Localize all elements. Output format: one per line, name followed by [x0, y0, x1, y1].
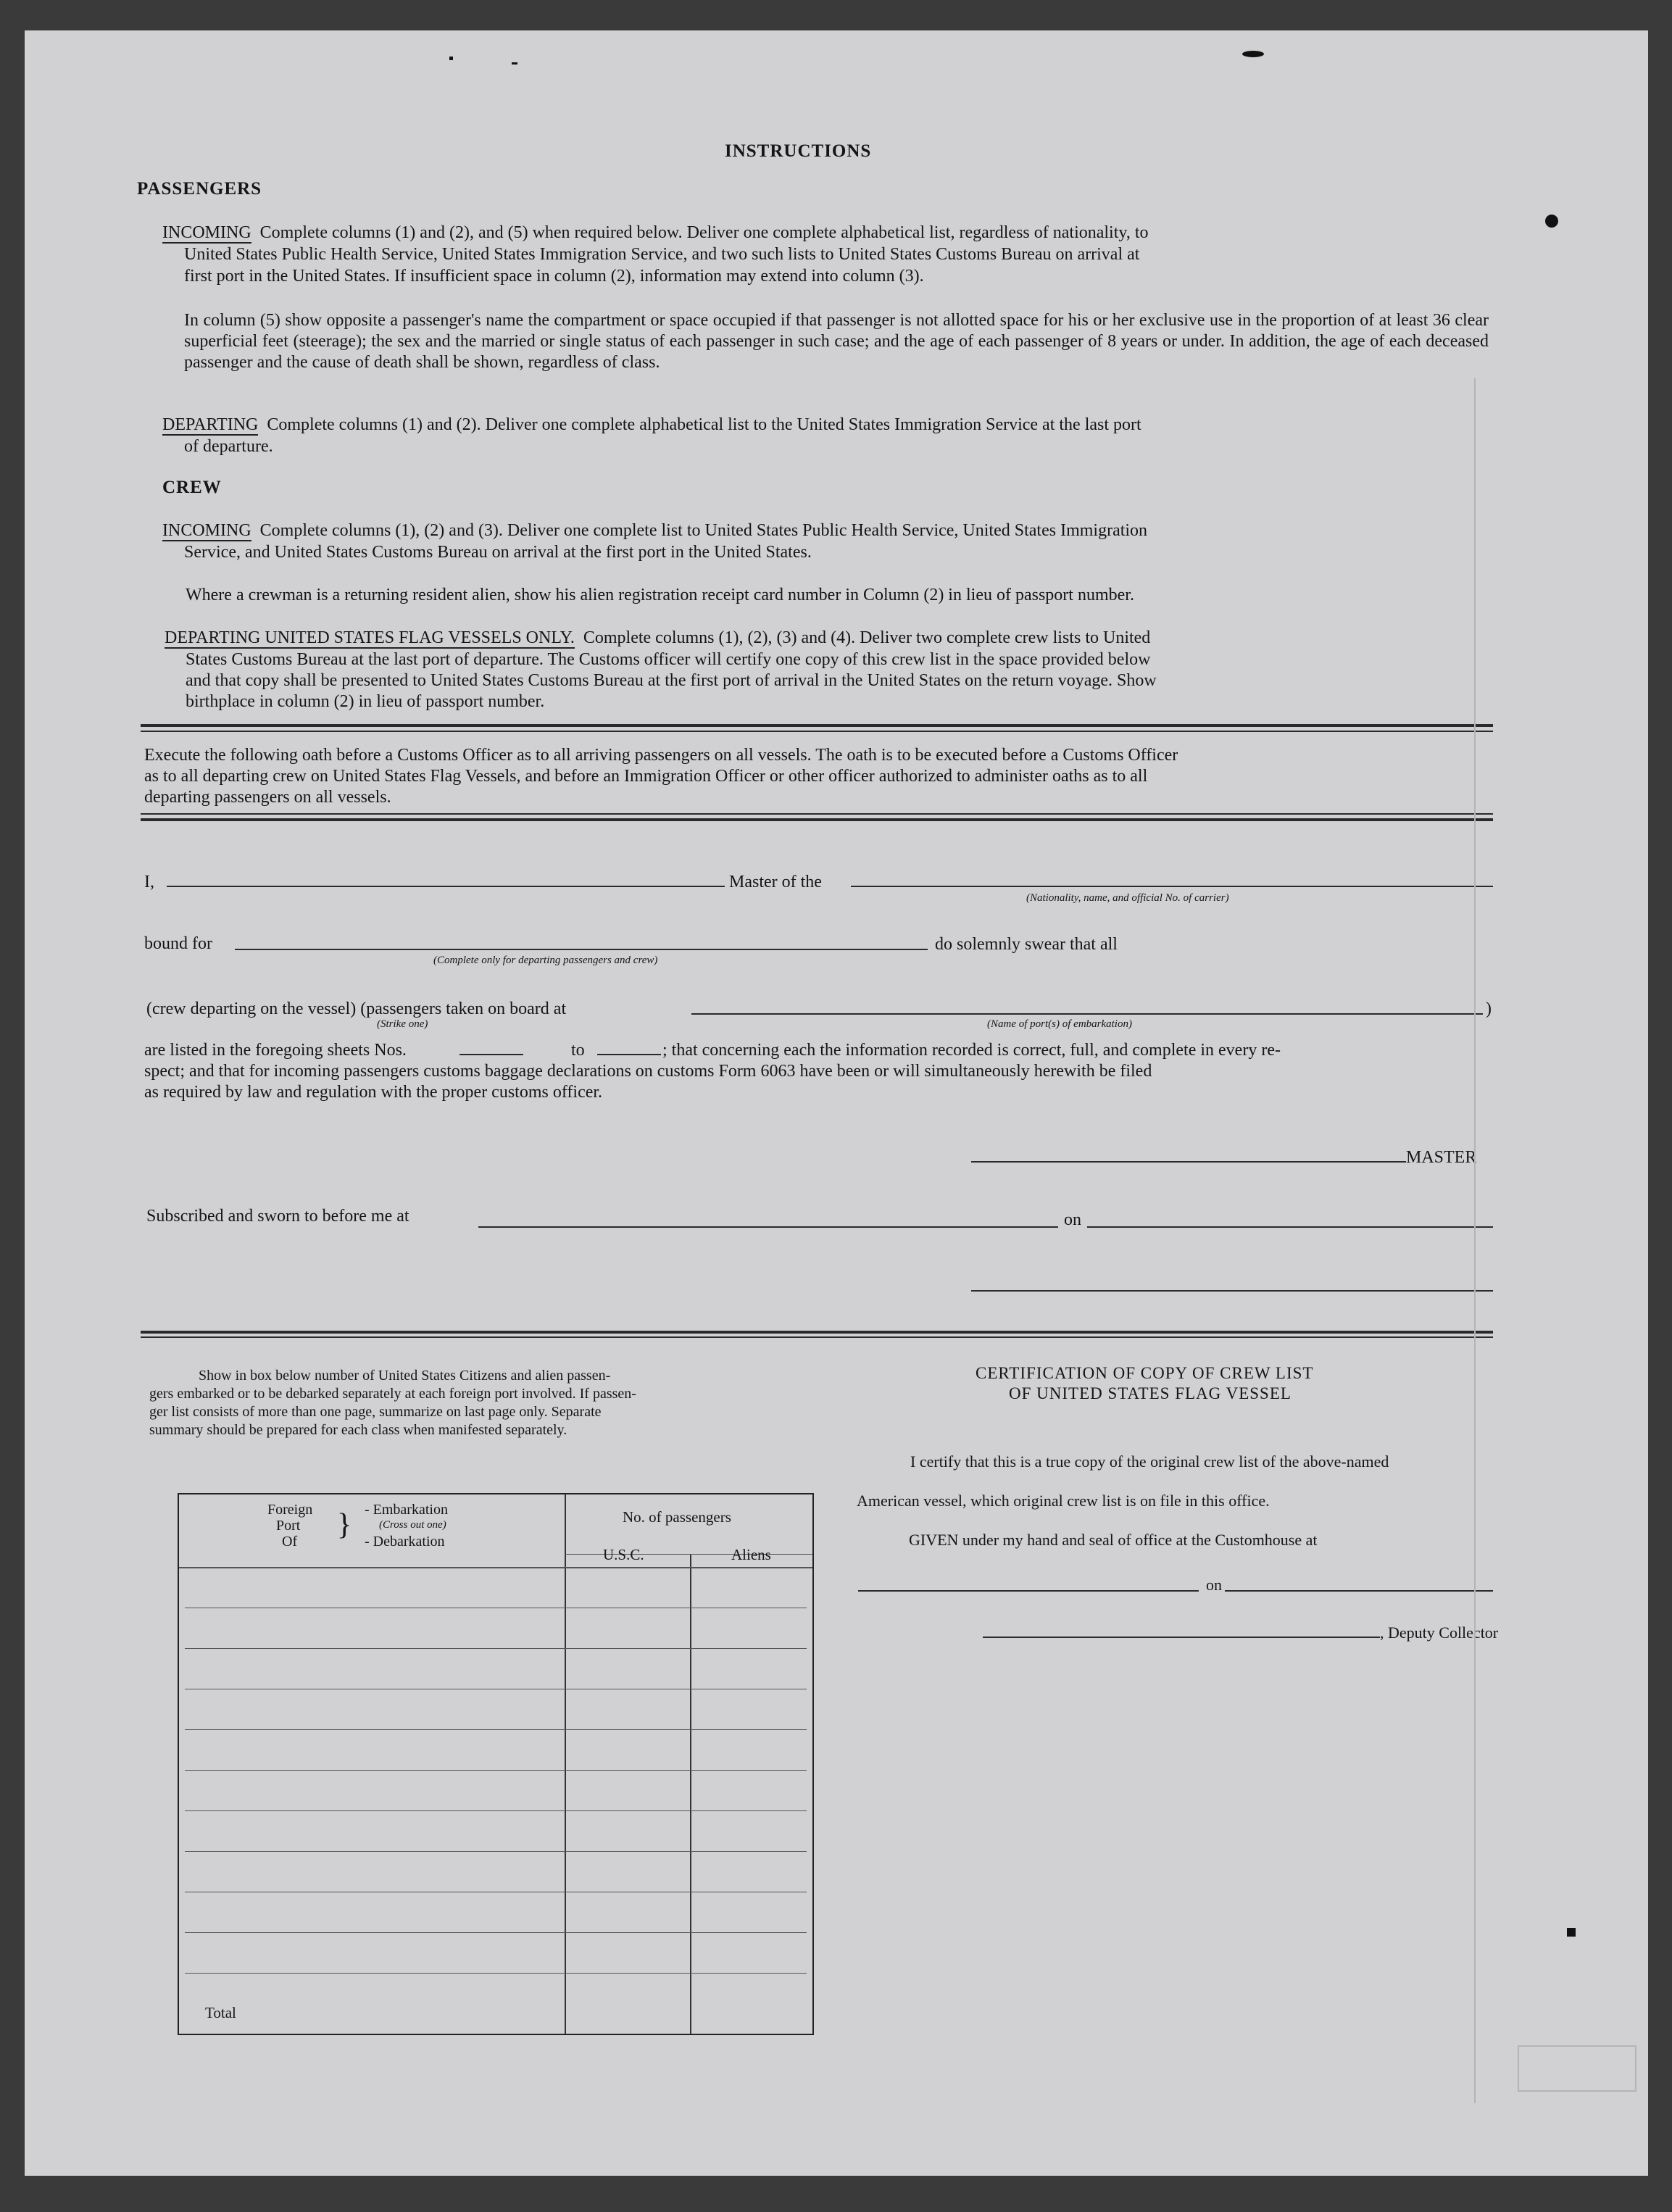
embarkation-ports-field[interactable]: [691, 1013, 1483, 1015]
passenger-summary-table: [178, 1493, 814, 2035]
table-row[interactable]: [185, 1810, 807, 1811]
summary-line-3: ger list consists of more than one page, summarize on last page only. Separate: [149, 1404, 602, 1420]
port-label-port: Port: [276, 1518, 301, 1534]
debarkation-label: - Debarkation: [365, 1534, 445, 1550]
ink-speck: [1545, 215, 1558, 228]
bleed-through-rule: [1474, 378, 1478, 2103]
crew-passengers-label: (crew departing on the vessel) (passengers taken on board at: [146, 999, 567, 1018]
listed-suffix: ; that concerning each the information recorded is correct, full, and complete in every re-: [662, 1041, 1281, 1060]
strike-one-caption: (Strike one): [377, 1018, 428, 1030]
master-label: MASTER: [1406, 1148, 1477, 1167]
brace: }: [337, 1508, 352, 1542]
ports-caption: (Name of port(s) of embarkation): [987, 1018, 1132, 1030]
to-label: to: [571, 1041, 585, 1060]
oath-instruction-line-2: as to all departing crew on United States Flag Vessels, and before an Immigration Officer or other officer authorized to administer oaths as to all: [144, 767, 1148, 786]
listed-prefix: are listed in the foregoing sheets Nos.: [144, 1041, 407, 1060]
total-label: Total: [205, 2004, 236, 2021]
oath-line-3: as required by law and regulation with the proper customs officer.: [144, 1083, 603, 1102]
divider: [141, 813, 1493, 815]
close-paren: ): [1486, 999, 1492, 1018]
american-vessel-text: American vessel, which original crew list is on file in this office.: [857, 1492, 1270, 1510]
ink-speck: [1567, 1928, 1576, 1937]
usc-column-header: U.S.C.: [603, 1546, 644, 1563]
bound-for-label: bound for: [144, 934, 212, 953]
summary-line-1: Show in box below number of United States Citizens and alien passen-: [199, 1368, 611, 1384]
table-divider: [179, 1567, 812, 1568]
master-name-field[interactable]: [167, 886, 725, 887]
master-of-the-label: Master of the: [729, 873, 822, 891]
ink-speck: [449, 57, 453, 60]
table-row[interactable]: [185, 1973, 807, 1974]
crew-departing-line-1: DEPARTING UNITED STATES FLAG VESSELS ONLY. Complete columns (1), (2), (3) and (4). Deliver two complete crew lists to United: [165, 628, 1151, 647]
oath-line-2: spect; and that for incoming passengers customs baggage declarations on customs Form 6063 have been or will simultaneously herewith be filed: [144, 1062, 1152, 1081]
certification-on-label: on: [1206, 1576, 1222, 1594]
table-row[interactable]: [185, 1729, 807, 1730]
table-row[interactable]: [185, 1851, 807, 1852]
crew-incoming-line-1: INCOMING Complete columns (1), (2) and (3). Deliver one complete list to United States Public Health Service, United States Immigration: [162, 521, 1148, 540]
customhouse-field[interactable]: [858, 1590, 1199, 1592]
embarkation-label: - Embarkation: [365, 1502, 448, 1518]
summary-line-2: gers embarked or to be debarked separately at each foreign port involved. If passen-: [149, 1386, 636, 1402]
divider: [141, 1331, 1493, 1334]
sworn-on-label: on: [1064, 1210, 1081, 1229]
bound-for-caption: (Complete only for departing passengers and crew): [433, 955, 658, 966]
column5-paragraph: In column (5) show opposite a passenger's name the compartment or space occupied if that passenger is not allotted space for his or her exclusive use in the proportion of at least 36 clear superficial feet (steerage); the sex and the married or single status of each passenger in such case; and the age of each passenger of 8 years or under. In addition, the age of each deceased passenger and the cause of death shall be shown, regardless of class.: [184, 311, 1489, 372]
deputy-signature-field[interactable]: [983, 1637, 1380, 1638]
table-row[interactable]: [185, 1932, 807, 1933]
certification-title-2: OF UNITED STATES FLAG VESSEL: [1009, 1384, 1292, 1402]
sheet-to-field[interactable]: [597, 1054, 661, 1055]
cross-out-caption: (Cross out one): [379, 1519, 446, 1531]
bleed-through-box: [1518, 2045, 1636, 2092]
deputy-collector-label: , Deputy Collector: [1380, 1623, 1499, 1642]
sheet-from-field[interactable]: [459, 1054, 523, 1055]
certification-title-1: CERTIFICATION OF COPY OF CREW LIST: [976, 1364, 1314, 1382]
form-page: [25, 30, 1648, 2176]
port-label-foreign: Foreign: [267, 1502, 313, 1518]
passengers-incoming-line-1: INCOMING Complete columns (1) and (2), and (5) when required below. Deliver one complete alphabetical list, regardless of nationality, to: [162, 223, 1149, 242]
table-row[interactable]: [185, 1770, 807, 1771]
given-text: GIVEN under my hand and seal of office at the Customhouse at: [909, 1531, 1318, 1549]
master-signature-field[interactable]: [971, 1161, 1406, 1163]
passengers-incoming-line-2: United States Public Health Service, United States Immigration Service, and two such lists to United States Customs Bureau on arrival at: [184, 245, 1140, 264]
carrier-caption: (Nationality, name, and official No. of carrier): [1026, 892, 1229, 904]
crew-incoming-label: INCOMING: [162, 521, 251, 540]
instructions-heading: INSTRUCTIONS: [725, 141, 872, 161]
ink-speck: [1242, 51, 1264, 57]
sworn-place-field[interactable]: [478, 1226, 1058, 1228]
certification-date-field[interactable]: [1225, 1590, 1493, 1592]
crewman-note: Where a crewman is a returning resident alien, show his alien registration receipt card number in Column (2) in lieu of passport number.: [186, 586, 1134, 604]
passengers-departing-line-1: DEPARTING Complete columns (1) and (2). Deliver one complete alphabetical list to the United States Immigration Service at the last port: [162, 415, 1141, 434]
passengers-incoming-line-3: first port in the United States. If insufficient space in column (2), information may extend into column (3).: [184, 267, 924, 286]
divider: [141, 731, 1493, 732]
divider: [141, 1336, 1493, 1338]
passengers-heading: PASSENGERS: [137, 179, 262, 199]
certify-text: I certify that this is a true copy of the original crew list of the above-named: [910, 1452, 1389, 1471]
bound-for-field[interactable]: [235, 949, 928, 950]
ink-speck: [512, 62, 517, 65]
sworn-date-field[interactable]: [1087, 1226, 1493, 1228]
table-divider: [565, 1554, 812, 1555]
divider: [141, 724, 1493, 727]
summary-line-4: summary should be prepared for each class when manifested separately.: [149, 1422, 567, 1438]
table-divider: [565, 1494, 566, 2034]
divider: [141, 818, 1493, 821]
officer-signature-field[interactable]: [971, 1290, 1493, 1292]
crew-heading: CREW: [162, 478, 222, 497]
crew-departing-line-3: and that copy shall be presented to United States Customs Bureau at the first port of arrival in the United States on the return voyage. Show: [186, 671, 1157, 690]
crew-departing-line-2: States Customs Bureau at the last port of departure. The Customs officer will certify one copy of this crew list in the space provided below: [186, 650, 1151, 669]
oath-instruction-line-3: departing passengers on all vessels.: [144, 788, 391, 807]
table-divider: [690, 1554, 691, 2034]
passengers-departing-line-2: of departure.: [184, 437, 273, 456]
oath-i-label: I,: [144, 873, 154, 891]
table-row[interactable]: [185, 1648, 807, 1649]
oath-instruction-line-1: Execute the following oath before a Customs Officer as to all arriving passengers on all vessels. The oath is to be executed before a Customs Officer: [144, 746, 1178, 765]
aliens-column-header: Aliens: [731, 1546, 771, 1563]
crew-departing-line-4: birthplace in column (2) in lieu of passport number.: [186, 692, 545, 711]
subscribed-label: Subscribed and sworn to before me at: [146, 1207, 409, 1226]
passengers-incoming-label: INCOMING: [162, 223, 251, 242]
crew-incoming-line-2: Service, and United States Customs Bureau on arrival at the first port in the United States.: [184, 543, 812, 562]
crew-departing-label: DEPARTING UNITED STATES FLAG VESSELS ONLY.: [165, 628, 575, 647]
carrier-field[interactable]: [851, 886, 1493, 887]
port-label-of: Of: [282, 1534, 298, 1550]
no-passengers-header: No. of passengers: [623, 1508, 731, 1526]
swear-label: do solemnly swear that all: [935, 935, 1118, 954]
passengers-departing-label: DEPARTING: [162, 415, 259, 434]
